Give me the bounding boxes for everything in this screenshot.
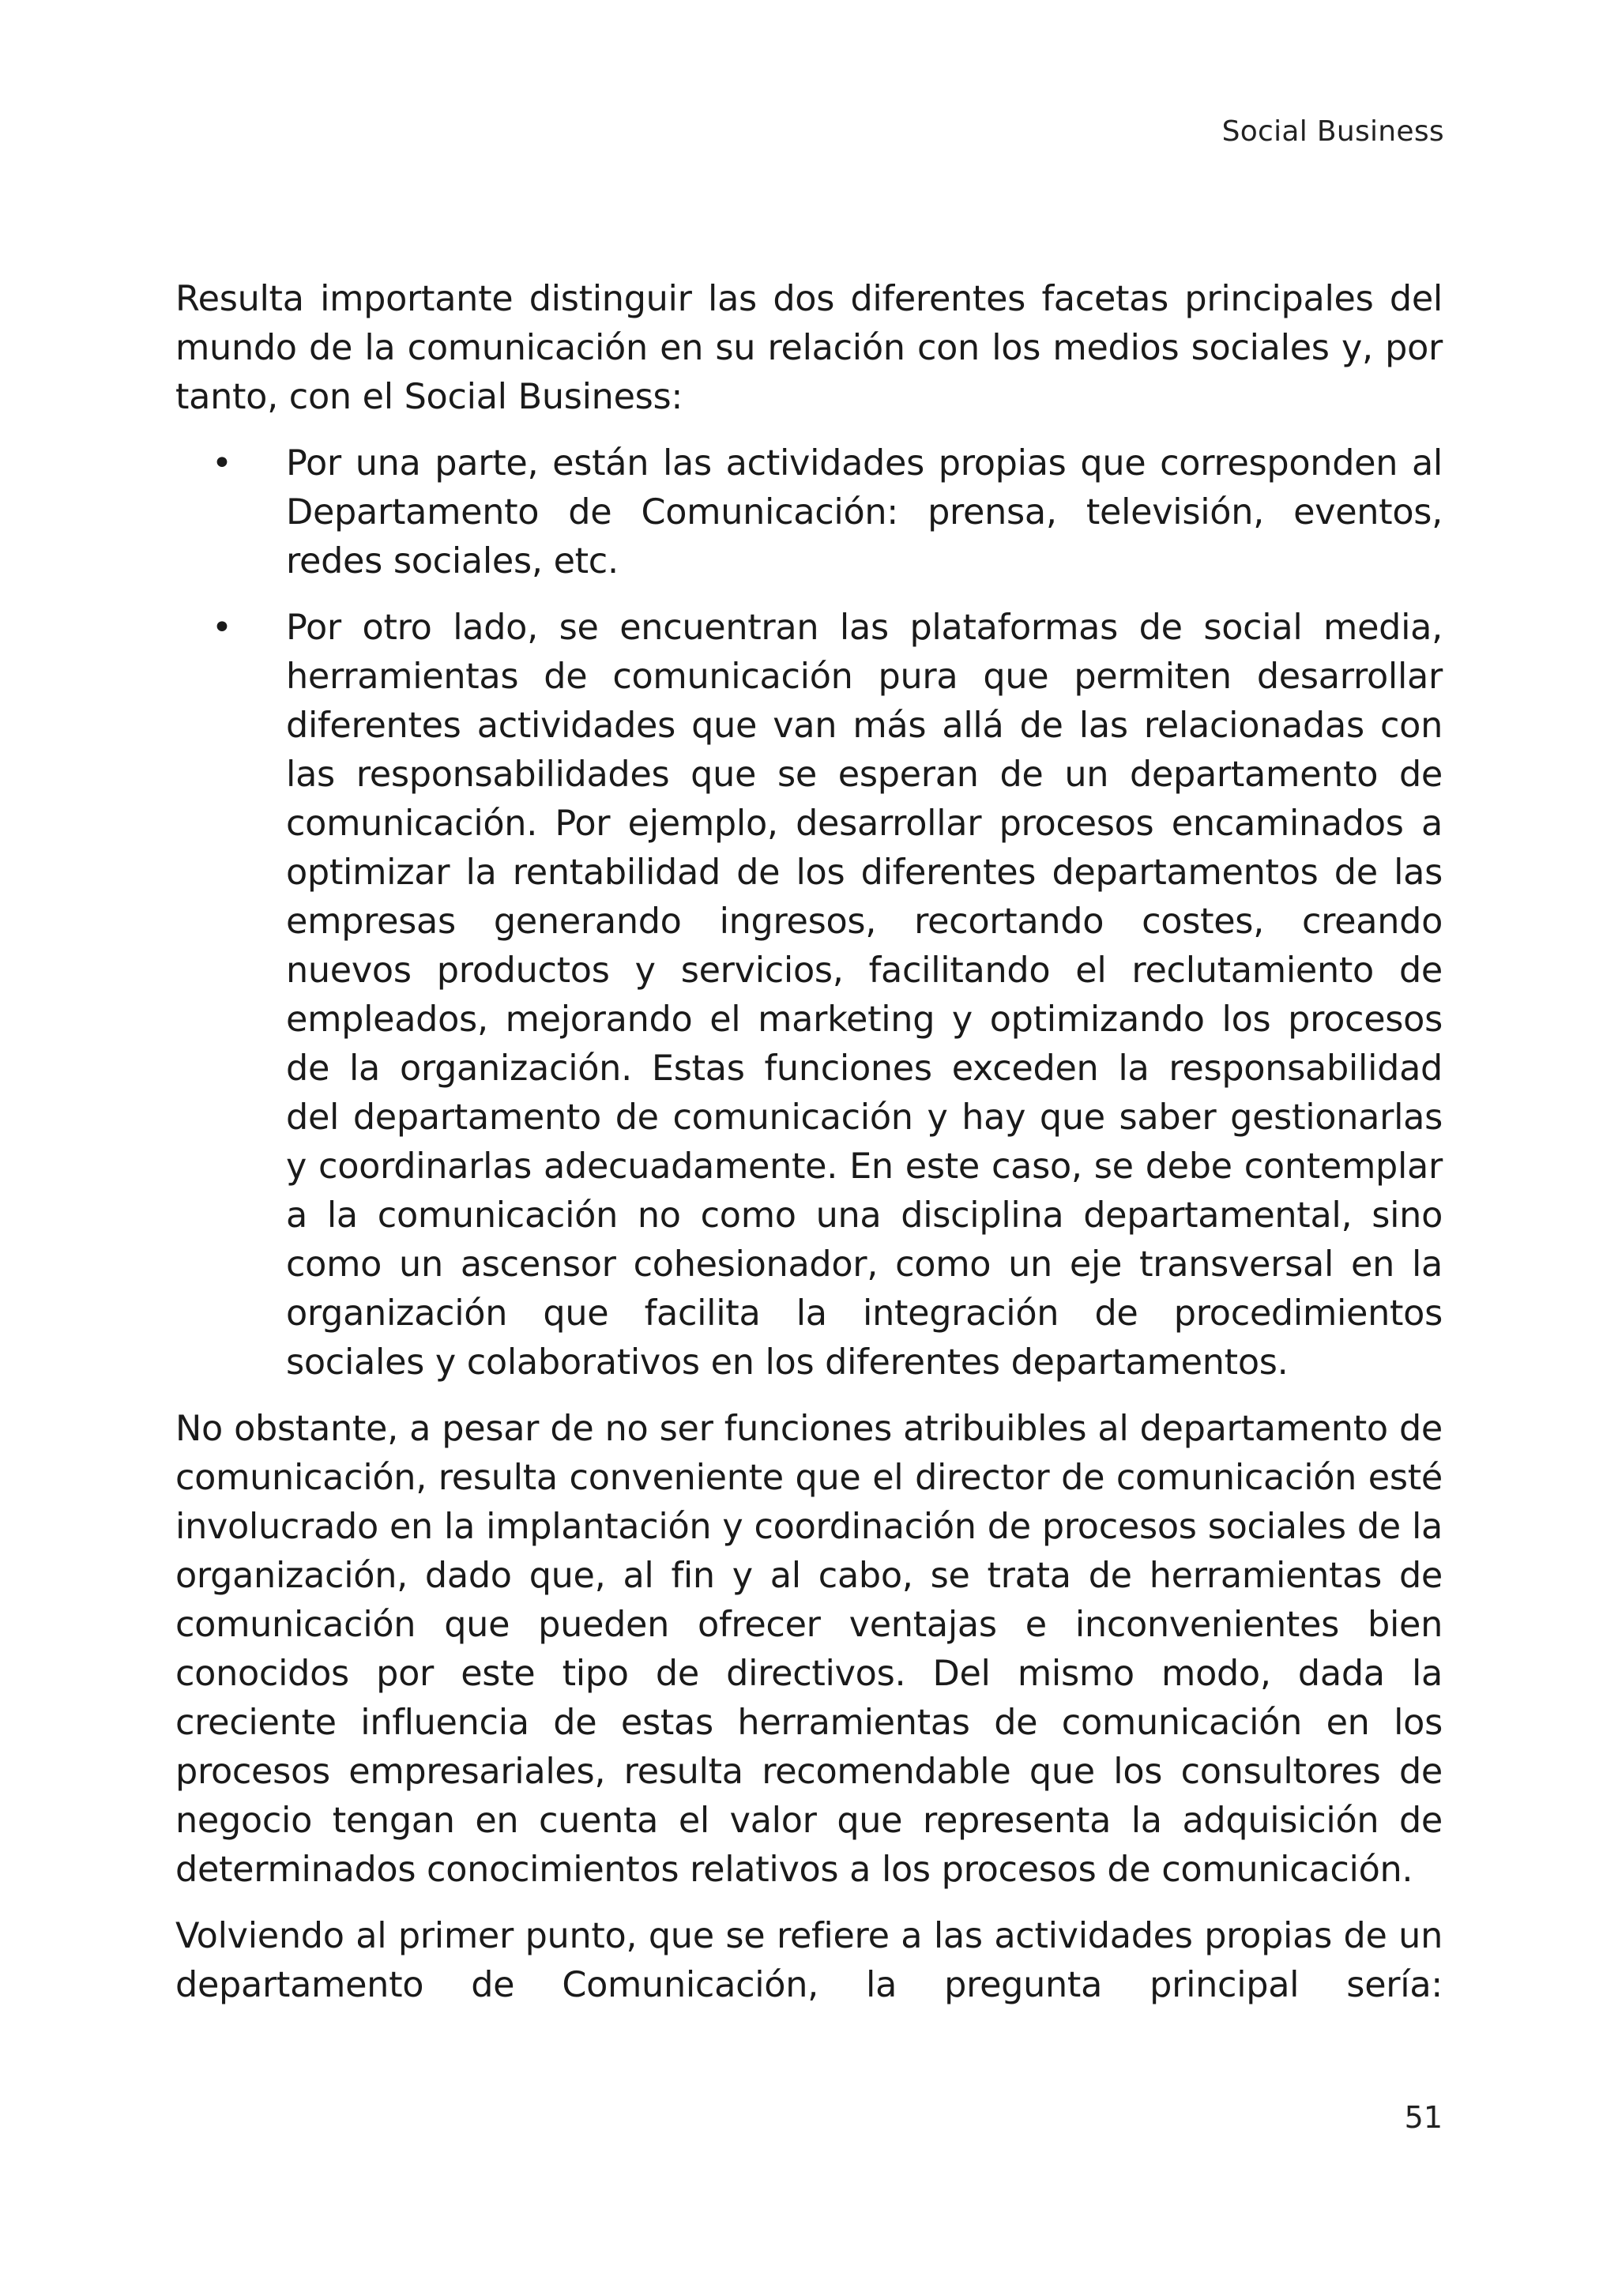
bullet-text: Por una parte, están las actividades propias que corresponden al Departamento de Comunicación: prensa, televisión, eventos, redes sociales, etc. <box>286 443 1443 582</box>
page-body <box>175 275 1443 2010</box>
bullet-list <box>175 439 1443 1387</box>
closing-paragraph: Volviendo al primer punto, que se refiere a las actividades propias de un departamento de Comunicación, la pregunta principal sería: <box>175 1916 1443 2005</box>
running-header: Social Business <box>1221 115 1444 148</box>
bullet-icon: • <box>212 443 232 484</box>
bullet-item-department-activities <box>175 439 1443 586</box>
intro-paragraph: Resulta importante distinguir las dos diferentes facetas principales del mundo de la comunicación en su relación con los medios sociales y, por tanto, con el Social Business: <box>175 279 1443 417</box>
bullet-item-social-media-platforms <box>175 604 1443 1387</box>
body-paragraph: No obstante, a pesar de no ser funciones atribuibles al departamento de comunicación, resulta conveniente que el director de comunicación esté involucrado en la implantación y coordinación de procesos sociales de la organización, dado que, al fin y al cabo, se trata de herramientas de comunicación que pueden ofrecer ventajas e inconvenientes bien conocidos por este tipo de directivos. Del mismo modo, dada la creciente influencia de estas herramientas de comunicación en los procesos empresariales, resulta recomendable que los consultores de negocio tengan en cuenta el valor que representa la adquisición de determinados conocimientos relativos a los procesos de comunicación. <box>175 1409 1443 1890</box>
bullet-icon: • <box>212 608 232 648</box>
page-number: 51 <box>1404 2100 1443 2135</box>
bullet-text: Por otro lado, se encuentran las plataformas de social media, herramientas de comunicación pura que permiten desarrollar diferentes actividades que van más allá de las relacionadas con las responsabilidades que se esperan de un departamento de comunicación. Por ejemplo, desarrollar procesos encaminados a optimizar la rentabilidad de los diferentes departamentos de las empresas generando ingresos, recortando costes, creando nuevos productos y servicios, facilitando el reclutamiento de empleados, mejorando el marketing y optimizando los procesos de la organización. Estas funciones exceden la responsabilidad del departamento de comunicación y hay que saber gestionarlas y coordinarlas adecuadamente. En este caso, se debe contemplar a la comunicación no como una disciplina departamental, sino como un ascensor cohesionador, como un eje transversal en la organización que facilita la integración de procedimientos sociales y colaborativos en los diferentes departamentos. <box>286 608 1443 1383</box>
